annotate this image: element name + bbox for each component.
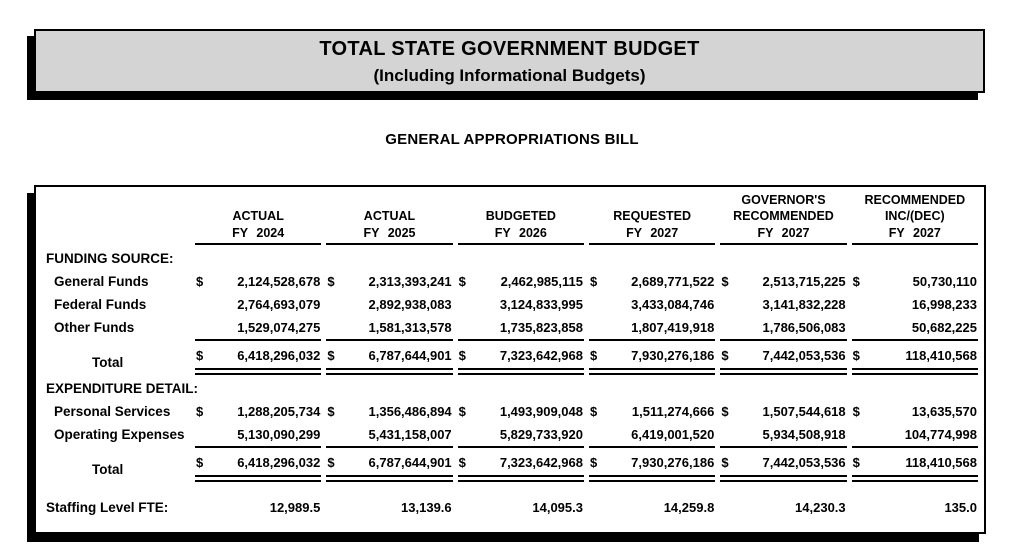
page-title: TOTAL STATE GOVERNMENT BUDGET: [319, 38, 700, 60]
cell-value: 3,124,833,995: [499, 297, 583, 312]
cell-value: 2,462,985,115: [500, 274, 583, 289]
section-heading-row: [42, 245, 978, 270]
cell-value: 13,139.6: [401, 500, 452, 515]
column-header-governors-line2: RECOMMENDED: [733, 209, 834, 223]
cell-value: 2,892,938,083: [368, 297, 452, 312]
cell-value: 6,419,001,520: [631, 427, 715, 442]
dollar-sign: $: [589, 404, 598, 419]
page-subtitle-parenthetical: (Including Informational Budgets): [373, 66, 646, 85]
column-header-recommended-line1: RECOMMENDED: [864, 193, 966, 207]
cell-value: 16,998,233: [911, 297, 977, 312]
cell-value: 2,124,528,678: [237, 274, 321, 289]
cell-value: 14,095.3: [532, 500, 583, 515]
cell-value: 7,930,276,186: [631, 348, 715, 363]
column-header-governors-line1: GOVERNOR'S: [741, 193, 826, 207]
row-label: Other Funds: [54, 320, 135, 335]
dollar-sign: $: [196, 274, 204, 289]
cell-value: 118,410,568: [905, 348, 977, 363]
cell-value: 6,787,644,901: [368, 348, 452, 363]
cell-value: 14,230.3: [795, 500, 846, 515]
column-header-fy2024: ACTUAL: [232, 209, 284, 223]
dollar-sign: $: [721, 274, 729, 289]
dollar-sign: $: [327, 274, 335, 289]
header-row-middle: [42, 208, 978, 224]
spacer-row: [42, 482, 978, 495]
cell-value: 5,829,733,920: [499, 427, 583, 442]
cell-value: 1,529,074,275: [237, 320, 321, 335]
dollar-sign: $: [327, 404, 335, 419]
cell-value: 6,787,644,901: [368, 455, 452, 470]
expenditure-detail-heading: EXPENDITURE DETAIL:: [46, 381, 199, 396]
cell-value: 2,764,693,079: [237, 297, 321, 312]
table-row-other-funds: [42, 316, 978, 339]
section-title: GENERAL APPROPRIATIONS BILL: [385, 131, 639, 148]
table-row-funding-total: [42, 339, 978, 375]
dollar-sign: $: [327, 348, 335, 363]
fy-label: FY 2027: [589, 224, 715, 245]
cell-value: 5,431,158,007: [368, 427, 452, 442]
budget-table-container: [34, 185, 986, 534]
cell-value: 2,689,771,522: [631, 274, 715, 289]
cell-value: 3,141,832,228: [762, 297, 846, 312]
funding-source-heading: FUNDING SOURCE:: [46, 251, 174, 266]
cell-value: 2,313,393,241: [368, 274, 452, 289]
title-box: [34, 29, 985, 93]
table-row-general-funds: [42, 270, 978, 293]
column-header-fy2025: ACTUAL: [363, 209, 416, 223]
table-row-operating-expenses: [42, 423, 978, 446]
cell-value: 14,259.8: [663, 500, 715, 515]
fy-label: FY 2027: [852, 224, 978, 245]
cell-value: 6,418,296,032: [237, 455, 321, 470]
cell-value: 7,323,642,968: [499, 348, 583, 363]
dollar-sign: $: [589, 455, 598, 470]
cell-value: 118,410,568: [905, 455, 977, 470]
dollar-sign: $: [458, 348, 466, 363]
cell-value: 1,356,486,894: [368, 404, 452, 419]
cell-value: 1,493,909,048: [499, 404, 583, 419]
cell-value: 1,288,205,734: [237, 404, 321, 419]
dollar-sign: $: [458, 404, 466, 419]
row-label-total: Total: [92, 355, 124, 370]
dollar-sign: $: [852, 274, 860, 289]
dollar-sign: $: [327, 455, 335, 470]
cell-value: 7,442,053,536: [762, 348, 846, 363]
fy-label: FY 2024: [195, 224, 321, 245]
section-heading-row: [42, 375, 978, 400]
cell-value: 12,989.5: [269, 500, 321, 515]
cell-value: 6,418,296,032: [237, 348, 321, 363]
cell-value: 5,934,508,918: [762, 427, 846, 442]
cell-value: 104,774,998: [904, 427, 977, 442]
budget-table: [37, 192, 983, 521]
dollar-sign: $: [721, 404, 729, 419]
row-label-staffing: Staffing Level FTE:: [46, 500, 169, 515]
dollar-sign: $: [852, 348, 860, 363]
fy-label: FY 2026: [458, 224, 584, 245]
table-row-personal-services: [42, 400, 978, 423]
dollar-sign: $: [196, 404, 204, 419]
cell-value: 7,323,642,968: [499, 455, 583, 470]
dollar-sign: $: [589, 348, 598, 363]
cell-value: 7,442,053,536: [762, 455, 846, 470]
dollar-sign: $: [721, 455, 729, 470]
column-header-fy2026: BUDGETED: [485, 209, 556, 223]
cell-value: 50,730,110: [912, 274, 977, 289]
table-row-expenditure-total: [42, 446, 978, 482]
row-label-total: Total: [92, 462, 124, 477]
dollar-sign: $: [852, 404, 860, 419]
fy-label: FY 2027: [720, 224, 846, 245]
table-row-staffing-fte: [42, 495, 978, 521]
column-header-fy2027-requested: REQUESTED: [613, 209, 692, 223]
dollar-sign: $: [458, 455, 466, 470]
cell-value: 1,807,419,918: [631, 320, 715, 335]
row-label: General Funds: [54, 274, 149, 289]
fy-label: FY 2025: [326, 224, 452, 245]
cell-value: 135.0: [944, 500, 977, 515]
cell-value: 50,682,225: [911, 320, 977, 335]
cell-value: 1,511,274,666: [631, 404, 715, 419]
cell-value: 13,635,570: [911, 404, 977, 419]
cell-value: 7,930,276,186: [631, 455, 715, 470]
cell-value: 1,786,506,083: [762, 320, 846, 335]
column-header-recommended-line2: INC/(DEC): [884, 209, 945, 223]
dollar-sign: $: [852, 455, 860, 470]
row-label: Federal Funds: [54, 297, 147, 312]
dollar-sign: $: [196, 455, 204, 470]
row-label: Personal Services: [54, 404, 171, 419]
cell-value: 5,130,090,299: [237, 427, 321, 442]
dollar-sign: $: [589, 274, 598, 289]
cell-value: 3,433,084,746: [631, 297, 715, 312]
dollar-sign: $: [721, 348, 729, 363]
header-row-fiscal-years: [42, 224, 978, 245]
cell-value: 1,735,823,858: [499, 320, 583, 335]
header-row-top: [42, 192, 978, 208]
cell-value: 1,507,544,618: [762, 404, 846, 419]
dollar-sign: $: [196, 348, 204, 363]
cell-value: 1,581,313,578: [368, 320, 452, 335]
cell-value: 2,513,715,225: [762, 274, 846, 289]
row-label: Operating Expenses: [54, 427, 185, 442]
dollar-sign: $: [458, 274, 466, 289]
table-row-federal-funds: [42, 293, 978, 316]
